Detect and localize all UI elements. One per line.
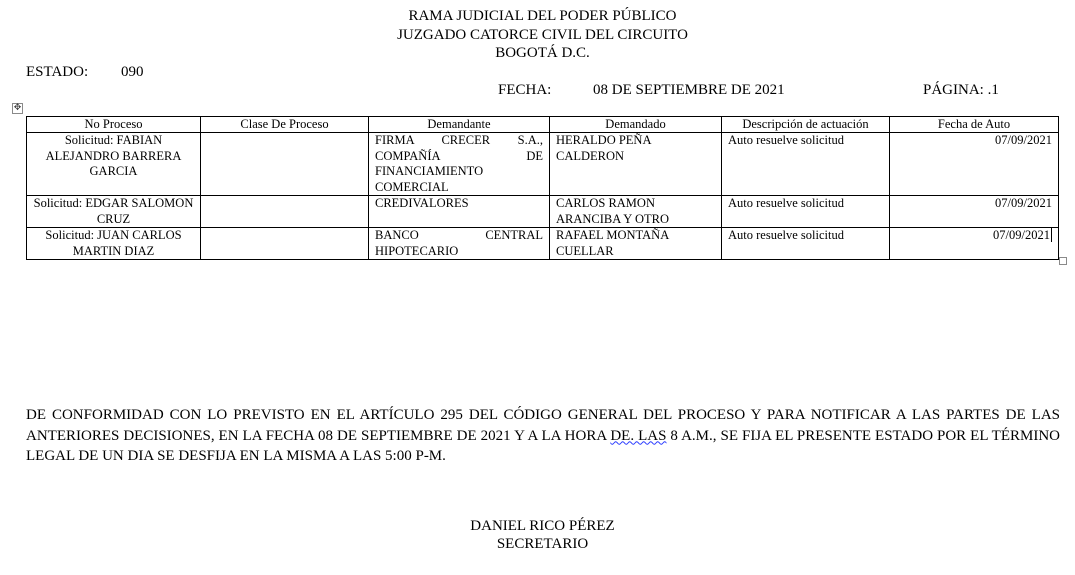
column-header-clase: Clase De Proceso (201, 117, 369, 133)
cell-demandado: HERALDO PEÑA CALDERON (550, 133, 722, 196)
court-header-line1: RAMA JUDICIAL DEL PODER PÚBLICO (408, 8, 677, 24)
signature-name: DANIEL RICO PÉREZ (470, 518, 615, 534)
column-header-fecha-auto: Fecha de Auto (890, 117, 1059, 133)
notice-text-part2: 8 A.M., SE FIJA EL PRESENTE ESTADO POR EL TÉRMINO LEGAL DE UN DIA SE DESFIJA EN LA MISMA A LAS 5:00 P-M. (26, 427, 1060, 464)
cell-demandado: RAFAEL MONTAÑA CUELLAR (550, 228, 722, 260)
cell-fecha: 07/09/2021 (890, 133, 1059, 196)
cell-clase (201, 196, 369, 228)
table-row (27, 196, 1059, 228)
cell-descripcion: Auto resuelve solicitud (722, 133, 890, 196)
column-header-descripcion: Descripción de actuación (722, 117, 890, 133)
table-header-row (27, 117, 1059, 133)
court-header-line3: BOGOTÁ D.C. (495, 45, 590, 61)
estado-value: 090 (121, 64, 144, 80)
cell-demandante: CREDIVALORES (369, 196, 550, 228)
signature-title: SECRETARIO (496, 536, 589, 552)
table-row (27, 228, 1059, 260)
cell-clase (201, 228, 369, 260)
cell-fecha: 07/09/2021 (890, 196, 1059, 228)
cell-demandante: BANCO CENTRAL HIPOTECARIO (369, 228, 550, 260)
table-row (27, 133, 1059, 196)
column-header-no-proceso: No Proceso (27, 117, 201, 133)
cell-proceso: Solicitud: JUAN CARLOS MARTIN DIAZ (27, 228, 201, 260)
fecha-label: FECHA: (498, 82, 552, 98)
cell-descripcion: Auto resuelve solicitud (722, 228, 890, 260)
table-resize-handle[interactable] (1059, 257, 1067, 265)
pagina-label: PÁGINA: (923, 82, 984, 98)
column-header-demandado: Demandado (550, 117, 722, 133)
cell-clase (201, 133, 369, 196)
table-move-handle-icon[interactable]: ✥ (13, 103, 22, 113)
cell-descripcion: Auto resuelve solicitud (722, 196, 890, 228)
column-header-demandante: Demandante (369, 117, 550, 133)
text-cursor: 07/09/2021 (993, 228, 1050, 242)
estado-label: ESTADO: (26, 64, 89, 80)
notice-text-part1: DE CONFORMIDAD CON LO PREVISTO EN EL ARTÍCULO 295 DEL CÓDIGO GENERAL DEL PROCESO Y PARA NOTIFICAR A LAS PARTES DE LAS ANTERIORES DECISIONES, EN LA FECHA 08 DE SEPTIEMBRE DE 2021 Y A LA HORA (26, 407, 1060, 444)
fecha-value: 08 DE SEPTIEMBRE DE 2021 (593, 82, 785, 98)
cell-fecha-with-cursor[interactable] (890, 228, 1059, 260)
cell-demandante: FIRMA CRECER S.A., COMPAÑÍA DE FINANCIAMIENTO COMERCIAL (369, 133, 550, 196)
cell-proceso: Solicitud: FABIAN ALEJANDRO BARRERA GARCIA (27, 133, 201, 196)
pagina-value: .1 (987, 82, 999, 98)
estado-table (26, 116, 1059, 260)
notice-paragraph (26, 405, 1060, 467)
grammar-flagged-text[interactable]: DE. LAS (610, 427, 667, 444)
court-header-line2: JUZGADO CATORCE CIVIL DEL CIRCUITO (397, 27, 688, 43)
cell-proceso: Solicitud: EDGAR SALOMON CRUZ (27, 196, 201, 228)
pagina-block (923, 82, 999, 98)
cell-demandado: CARLOS RAMON ARANCIBA Y OTRO (550, 196, 722, 228)
